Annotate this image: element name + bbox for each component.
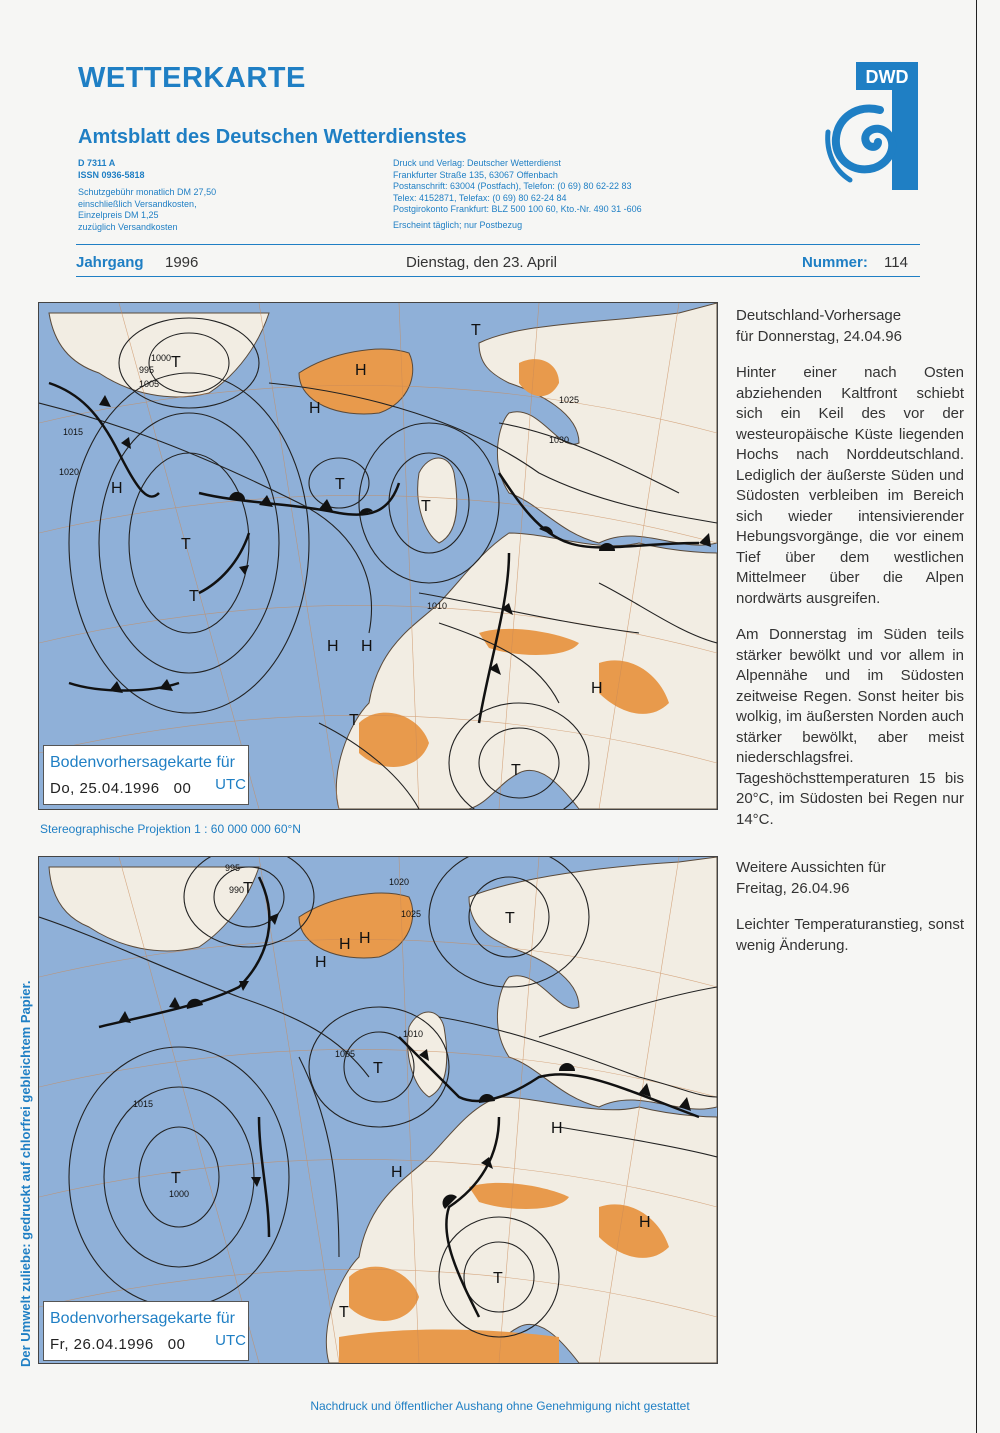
forecast-heading-line: für Donnerstag, 24.04.96	[736, 327, 902, 345]
nummer-value: 114	[884, 254, 908, 271]
land-greenland	[49, 867, 259, 951]
outlook-heading-line: Freitag, 26.04.96	[736, 879, 850, 897]
publication-info-right	[393, 158, 642, 231]
land-iceland	[299, 893, 413, 958]
pressure-center-label: T	[189, 588, 199, 605]
pressure-center-label: H	[339, 936, 351, 953]
map-caption-date	[50, 780, 191, 797]
projection-note: Stereographische Projektion 1 : 60 000 000 60°N	[40, 822, 301, 836]
publication-info-left	[78, 158, 216, 233]
pressure-center-label: T	[349, 712, 359, 729]
issn: ISSN 0936-5818	[78, 169, 145, 180]
footer-note: Nachdruck und öffentlicher Aushang ohne Genehmigung nicht gestattet	[310, 1399, 690, 1413]
map-date: Fr, 26.04.1996	[50, 1336, 154, 1353]
forecast-paragraph: Hinter einer nach Osten abziehenden Kaltfront schiebt sich ein Keil des vor der westeuropäische Küste liegenden Hochs nach Norddeutschland. Lediglich der äußerste Süden und Südosten verbleiben im Bereich sich wieder intensivierender Hebungsvorgänge, die vor einem Tief über dem westlichen Mittelmeer über die Alpen nordwärts ausgreifen.	[736, 364, 964, 607]
map-time: 00	[173, 780, 192, 797]
land-scandinavia	[469, 857, 717, 1109]
pressure-center-label: H	[355, 362, 367, 379]
pressure-center-label: T	[181, 536, 191, 553]
page-subtitle: Amtsblatt des Deutschen Wetterdienstes	[78, 126, 467, 148]
isobar-value-label: 990	[229, 885, 245, 895]
address-line: Frankfurter Straße 135, 63067 Offenbach	[393, 169, 558, 180]
publication-code: D 7311 A	[78, 158, 116, 168]
pressure-center-label: T	[243, 880, 253, 897]
jahrgang-label: Jahrgang	[76, 254, 144, 271]
forecast-heading	[736, 306, 964, 347]
isobar-value-label: 1020	[389, 877, 410, 887]
highland-north-africa	[339, 1330, 559, 1364]
pressure-center-label: T	[493, 1270, 503, 1287]
fee-line: zuzüglich Versandkosten	[78, 221, 178, 232]
map-caption-date	[50, 1336, 185, 1353]
forecast-heading-line: Deutschland-Vorhersage	[736, 307, 902, 324]
isobar-value-label: 1010	[427, 601, 448, 611]
pressure-center-label: T	[505, 910, 515, 927]
map-caption-box	[43, 1301, 249, 1361]
outlook-text: Leichter Temperaturanstieg, sonst wenig Änderung.	[736, 916, 964, 954]
pressure-center-label: H	[361, 638, 373, 655]
fee-line: Einzelpreis DM 1,25	[78, 210, 159, 220]
isobar-value-label: 1000	[169, 1189, 190, 1199]
eco-paper-note: Der Umwelt zuliebe: gedruckt auf chlorfrei gebleichtem Papier.	[18, 980, 33, 1367]
outlook-heading	[736, 858, 964, 899]
outlook-heading-line: Weitere Aussichten für	[736, 859, 886, 876]
fee-line: Schutzgebühr monatlich DM 27,50	[78, 187, 217, 197]
frequency-line: Erscheint täglich; nur Postbezug	[393, 219, 523, 230]
divider	[76, 276, 920, 277]
postal-line: Postanschrift: 63004 (Postfach), Telefon: (0 69) 80 62-22 83	[393, 181, 632, 191]
pressure-center-label: H	[309, 400, 321, 417]
land-europe	[336, 533, 717, 809]
isobar-value-label: 1015	[133, 1099, 154, 1109]
pressure-center-label: T	[421, 498, 431, 515]
pressure-center-label: H	[359, 930, 371, 947]
pressure-center-label: T	[373, 1060, 383, 1077]
isobar-value-label: 995	[139, 365, 155, 375]
isobar-value-label: 1010	[403, 1029, 424, 1039]
forecast-text-column	[736, 306, 964, 972]
isobar-value-label: 1005	[139, 379, 160, 389]
divider	[76, 244, 920, 245]
isobar-value-label: 1005	[335, 1049, 356, 1059]
pressure-center-label: H	[551, 1120, 563, 1137]
isobar-value-label: 1020	[59, 467, 80, 477]
forecast-map-friday	[38, 856, 718, 1364]
forecast-map-thursday	[38, 302, 718, 810]
pressure-center-label: H	[111, 480, 123, 497]
account-line: Postgirokonto Frankfurt: BLZ 500 100 60, Kto.-Nr. 490 31 -606	[393, 204, 642, 214]
issue-info-bar	[76, 254, 920, 274]
map-date: Do, 25.04.1996	[50, 780, 160, 797]
pressure-center-label: T	[335, 476, 345, 493]
map-caption-title: Bodenvorhersagekarte für	[50, 1310, 235, 1327]
dwd-logo	[820, 62, 920, 192]
page-title: WETTERKARTE	[78, 62, 306, 94]
isobar-value-label: 1025	[559, 395, 580, 405]
nummer-label: Nummer:	[802, 254, 868, 271]
isobar-value-label: 1025	[401, 909, 422, 919]
publisher-line: Druck und Verlag: Deutscher Wetterdienst	[393, 158, 561, 168]
pressure-center-label: T	[171, 1170, 181, 1187]
map-caption-box	[43, 745, 249, 805]
pressure-center-label: T	[339, 1304, 349, 1321]
map-utc-label: UTC	[215, 776, 246, 793]
logo-text: DWD	[865, 67, 909, 87]
isobar-value-label: 995	[225, 863, 241, 873]
telex-line: Telex: 4152871, Telefax: (0 69) 80 62-24 84	[393, 192, 567, 203]
pressure-center-label: H	[591, 680, 603, 697]
pressure-center-label: H	[391, 1164, 403, 1181]
isobar-value-label: 1030	[549, 435, 570, 445]
fee-line: einschließlich Versandkosten,	[78, 198, 197, 209]
pressure-center-label: H	[315, 954, 327, 971]
pressure-center-label: T	[171, 354, 181, 371]
isobar-value-label: 1015	[63, 427, 84, 437]
jahrgang-value: 1996	[165, 254, 199, 271]
map-time: 00	[167, 1336, 186, 1353]
map-caption-title: Bodenvorhersagekarte für	[50, 754, 235, 771]
scan-edge-line	[976, 0, 977, 1433]
pressure-center-label: H	[327, 638, 339, 655]
issue-date: Dienstag, den 23. April	[406, 254, 557, 271]
isobar-value-label: 1000	[151, 353, 172, 363]
pressure-center-label: T	[471, 322, 481, 339]
map-utc-label: UTC	[215, 1332, 246, 1349]
forecast-paragraph: Am Donnerstag im Süden teils stärker bewölkt und vor allem in Alpennähe und im Südosten zeitweise Regen. Sonst heiter bis wolkig, im äußersten Norden auch stärker bewölkt, aber meist niederschlagsfrei. Tageshöchsttemperaturen 15 bis 20°C, im Südosten bei Regen nur 14°C.	[736, 626, 964, 828]
pressure-center-label: T	[511, 762, 521, 779]
pressure-center-label: H	[639, 1214, 651, 1231]
